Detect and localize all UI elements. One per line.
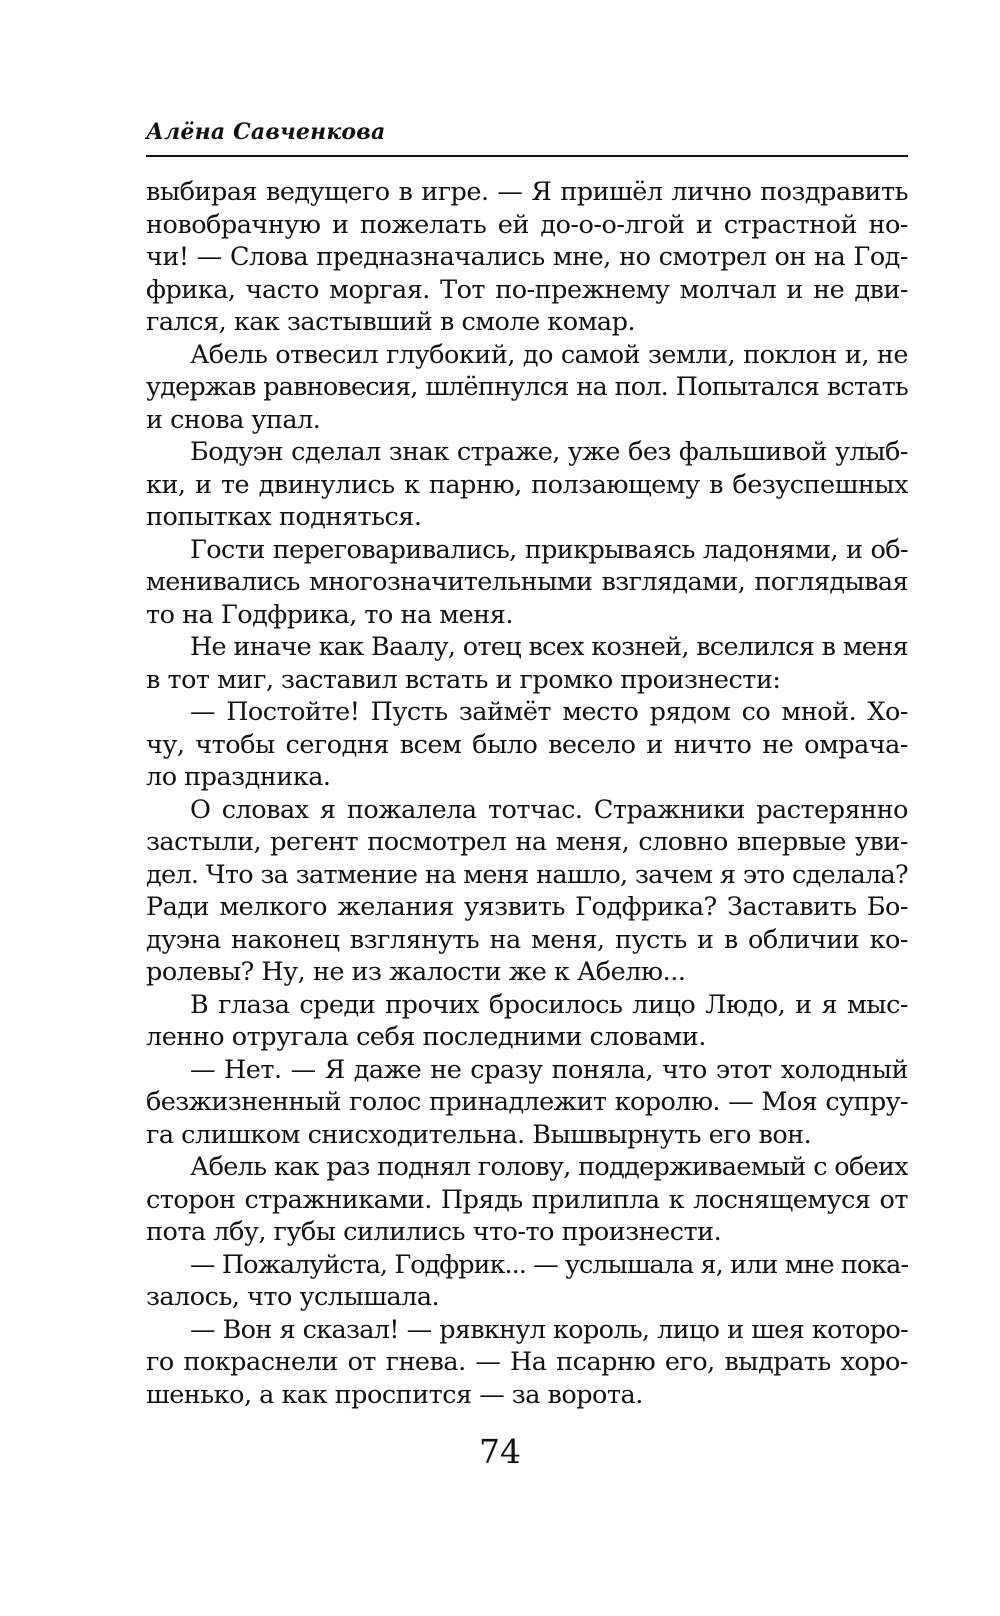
text-line: пота лбу, губы силились что-то произнести. bbox=[146, 1217, 722, 1247]
text-line: в тот миг, заставил встать и громко произнести: bbox=[146, 664, 781, 695]
text-line: Не иначе как Ваалу, отец всех козней, вселился в меня bbox=[190, 632, 908, 662]
text-line: ленно отругала себя последними словами. bbox=[146, 1022, 706, 1052]
text-line: ки, и те двинулись к парню, ползающему в безуспешных bbox=[146, 469, 908, 500]
text-line: сторон стражниками. Прядь прилипла к лоснящемуся от bbox=[146, 1184, 908, 1215]
text-line: дел. Что за затмение на меня нашло, зачем я это сделала? bbox=[146, 859, 908, 890]
text-line: О словах я пожалела тотчас. Стражники растерянно bbox=[190, 794, 908, 825]
text-line: удержав равновесия, шлёпнулся на пол. Попытался встать bbox=[146, 372, 908, 402]
text-line: Бодуэн сделал знак страже, уже без фальшивой улыб- bbox=[190, 437, 908, 467]
text-line: менивались многозначительными взглядами, поглядывая bbox=[146, 567, 908, 597]
text-line: Гости переговаривались, прикрываясь ладонями, и об- bbox=[190, 534, 908, 565]
body-text bbox=[146, 176, 908, 1411]
text-line: го покраснели от гнева. — На псарню его, выдрать хоро- bbox=[146, 1347, 908, 1377]
text-line: шенько, а как проспится — за ворота. bbox=[146, 1379, 643, 1410]
text-line: застыли, регент посмотрел на меня, словно впервые уви- bbox=[146, 827, 908, 857]
text-line: — Нет. — Я даже не сразу поняла, что этот холодный bbox=[190, 1054, 908, 1085]
text-line: попытках подняться. bbox=[146, 502, 422, 532]
text-line: новобрачную и пожелать ей до-о-о-лгой и страстной но- bbox=[146, 209, 908, 240]
text-line: Ради мелкого желания уязвить Годфрика? Заставить Бо- bbox=[146, 892, 908, 922]
text-line: — Пожалуйста, Годфрик... — услышала я, или мне пока- bbox=[190, 1249, 908, 1280]
text-line: и снова упал. bbox=[146, 404, 321, 435]
page-number: 74 bbox=[479, 1432, 521, 1471]
text-line: ролевы? Ну, не из жалости же к Абелю... bbox=[146, 957, 686, 987]
text-line: Абель как раз поднял голову, поддерживаемый с обеих bbox=[190, 1152, 908, 1182]
text-line: гался, как застывший в смоле комар. bbox=[146, 307, 636, 337]
text-line: ло праздника. bbox=[146, 762, 331, 792]
text-line: фрика, часто моргая. Тот по-прежнему молчал и не дви- bbox=[146, 274, 908, 305]
text-line: Абель отвесил глубокий, до самой земли, поклон и, не bbox=[190, 339, 908, 370]
running-head-author: Алёна Савченкова bbox=[146, 119, 386, 145]
text-line: то на Годфрика, то на меня. bbox=[146, 599, 513, 630]
text-line: залось, что услышала. bbox=[146, 1282, 440, 1312]
header-rule bbox=[146, 155, 908, 157]
text-line: дуэна наконец взглянуть на меня, пусть и в обличии ко- bbox=[146, 924, 908, 955]
text-line: чу, чтобы сегодня всем было весело и ничто не омрача- bbox=[146, 729, 908, 760]
text-line: чи! — Слова предназначались мне, но смотрел он на Год- bbox=[146, 242, 908, 272]
text-line: В глаза среди прочих бросилось лицо Людо, и я мыс- bbox=[190, 989, 908, 1020]
text-line: — Вон я сказал! — рявкнул король, лицо и шея которо- bbox=[190, 1314, 908, 1345]
text-line: — Постойте! Пусть займёт место рядом со мной. Хо- bbox=[190, 697, 908, 727]
text-line: га слишком снисходительна. Вышвырнуть его вон. bbox=[146, 1119, 812, 1150]
text-line: выбирая ведущего в игре. — Я пришёл лично поздравить bbox=[146, 177, 908, 207]
text-line: безжизненный голос принадлежит королю. — Моя супру- bbox=[146, 1087, 908, 1117]
